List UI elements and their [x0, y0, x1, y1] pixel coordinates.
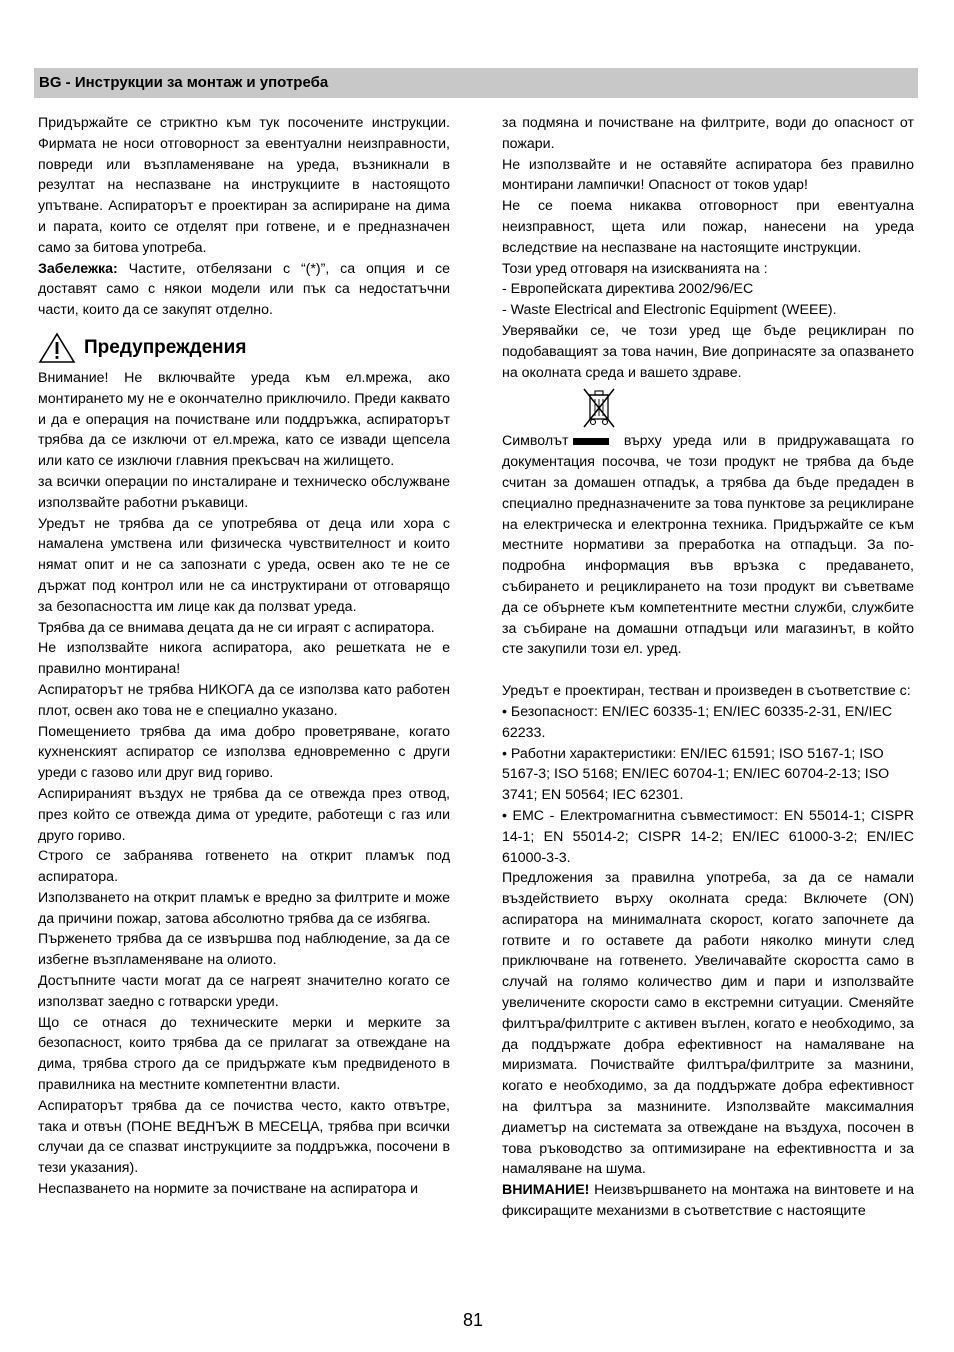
right-paragraph: Уверявайки се, че този уред ще бъде рециклиран по подобаващият за това начин, Вие допринасяте за опазването на околната среда и вашето здраве. — [502, 322, 914, 381]
left-paragraph: Неспазването на нормите за почистване на аспиратора и — [38, 1181, 419, 1198]
left-paragraph: Що се отнася до техническите мерки и мерките за безопасност, които трябва да се прилагат за отвеждане на дима, трябва строго да се придържате към предвиденото в правилника на местните компетентни власти. — [38, 1014, 450, 1094]
weee-symbol — [502, 383, 914, 431]
warning-triangle-icon — [38, 332, 76, 364]
left-paragraph: Пърженето трябва да се извършва под наблюдение, за да се избегне възпламеняване на олиото. — [38, 931, 450, 969]
left-paragraph: Помещението трябва да има добро проветряване, когато кухненският аспиратор се използва едновременно с други уреди с газово или друг вид гориво. — [38, 723, 450, 782]
black-bar-icon — [573, 438, 609, 445]
right-paragraph: Този уред отговаря на изискванията на : — [502, 260, 768, 277]
symbol-label: Символът — [502, 433, 569, 450]
section-header: BG - Инструкции за монтаж и употреба — [34, 68, 918, 98]
right-paragraph: Не се поема никаква отговорност при евентуална неизправност, щета или пожар, нанесени на уреда вследствие на неспазване на настоящите инструкции. — [502, 198, 914, 256]
right-paragraph: Не използвайте и не оставяйте аспиратора без правилно монтирани лампички! Опасност от токов удар! — [502, 156, 914, 194]
left-paragraph: Не използвайте никога аспиратора, ако решетката не е правилно монтирана! — [38, 640, 450, 678]
left-paragraph: Достъпните части могат да се нагреят значително когато се използват заедно с готварски уреди. — [38, 973, 450, 1010]
crossed-bin-icon — [580, 387, 618, 429]
left-paragraph: Аспираторът не трябва НИКОГА да се използва като работен плот, освен ако това не е специално указано. — [38, 681, 450, 719]
left-paragraph: Уредът не трябва да се употребява от деца или хора с намалена умствена или физическа чувствителност и които нямат опит и не са запознати с уреда, освен ако те не се държат под контрол или не са инструктирани от отговарящо за безопасността им лице как да ползват уреда. — [38, 515, 450, 615]
right-paragraph: • EMC - Електромагнитна съвместимост: EN 55014-1; CISPR 14-1; EN 55014-2; CISPR 14-2; EN/IEC 61000-3-2; EN/IEC 61000-3-3. — [502, 807, 914, 866]
warnings-title: Предупреждения — [84, 336, 247, 358]
symbol-paragraph — [502, 431, 914, 660]
right-paragraph: Уредът е проектиран, тестван и произведен в съответствие с: — [502, 683, 911, 700]
left-column — [38, 113, 450, 1200]
right-paragraph: • Безопасност: EN/IEC 60335-1; EN/IEC 60335-2-31, EN/IEC 62233. — [502, 703, 893, 741]
left-paragraph: Внимание! Не включвайте уреда към ел.мрежа, ако монтирането му не е окончателно приключило. Преди каквато и да е операция на почистване или поддръжка, аспираторът трябва да се изключи от ел.мрежа, като се извади щепсела или като се изключи главния прекъсвач на жилището. — [38, 369, 450, 470]
right-paragraph: - Waste Electrical and Electronic Equipment (WEEE). — [502, 302, 837, 319]
right-paragraph: - Европейската директива 2002/96/EC — [502, 281, 754, 298]
note-paragraph — [38, 259, 450, 321]
symbol-text: върху уреда или в придружаващата го документация посочва, че този продукт не трябва да бъде считан за домашен отпадък, а трябва да бъде предаден в специално предназначените за това пунктове за рециклиране на електрическа и електронна техника. Придържайте се към местните нормативи за преработка на отпадъци. За по-подробна информация във връзка с предаването, събирането и рециклирането на този продукт ви съветваме да се обърнете към компетентните местни служби, службите за събиране на домашни отпадъци или магазинът, в който сте закупили този ел. уред. — [502, 433, 914, 658]
warnings-heading — [38, 328, 450, 368]
attention-text: Неизвършването на монтажа на винтовете и на фиксиращите механизми в съответствие с настоящите — [502, 1182, 914, 1220]
right-paragraph: • Работни характеристики: EN/IEC 61591; ISO 5167-1; ISO 5167-3; ISO 5168; EN/IEC 60704-1; EN/IEC 60704-2-13; ISO 3741; EN 50564; IEC 62301. — [502, 745, 890, 804]
left-paragraph: Аспирираният въздух не трябва да се отвежда през отвод, през който се отвежда дима от уредите, работещи с газ или друго гориво. — [38, 785, 450, 844]
left-paragraph: Аспираторът трябва да се почиства често, както отвътре, така и отвън (ПОНЕ ВЕДНЪЖ В МЕСЕЦА, трябва при всички случаи да се спазват инструкциите за поддръжка, посочени в тези указания). — [38, 1097, 450, 1177]
left-paragraph: Трябва да се внимава децата да не си играят с аспиратора. — [38, 619, 435, 636]
attention-paragraph — [502, 1180, 914, 1222]
page-number: 81 — [463, 1310, 484, 1330]
right-paragraph: за подмяна и почистване на филтрите, води до опасност от пожари. — [502, 115, 914, 152]
note-label: Забележка: — [38, 260, 118, 277]
intro-paragraph: Придържайте се стриктно към тук посочените инструкции. Фирмата не носи отговорност за евентуални неизправности, повреди или възпламеняване на уреда, възникнали в резултат на неспазване на инструкциите в настоящото упътване. Аспираторът е проектиран за аспириране на дима и парата, които се отделят при готвене, и е предназначен само за битова употреба. — [38, 115, 450, 256]
left-paragraph: Използването на открит пламък е вредно за филтрите и може да причини пожар, затова абсолютно трябва да се избягва. — [38, 889, 450, 927]
left-paragraph: за всички операции по инсталиране и техническо обслужване използвайте работни ръкавици. — [38, 473, 450, 511]
right-column — [502, 113, 914, 1222]
left-paragraph: Строго се забранява готвенето на открит пламък под аспиратора. — [38, 848, 450, 886]
attention-label: ВНИМАНИЕ! — [502, 1182, 590, 1199]
note-text: Частите, отбелязани с “(*)”, са опция и се доставят само с някои модели или пък са недостатъчни части, които да се закупят отделно. — [38, 260, 450, 319]
right-paragraph: Предложения за правилна употреба, за да се намали въздействието върху околната среда: Включете (ON) аспиратора на минималната скорост, когато започнете да готвите и го оставете да работи няколко минути след приключване на готвенето. Увеличавайте скоростта само в случай на голямо количество дим и пари и използвайте увеличените скорости само в екстремни ситуации. Сменяйте филтъра/филтрите с активен въглен, когато е необходимо, за да поддържате добра ефективност на намаляване на миризмата. Почиствайте филтъра/филтрите за мазнини, когато е необходимо, за да поддържате добра ефективност на филтъра за мазнините. Използвайте максималния диаметър на системата за отвеждане на въздуха, посочен в това ръководство за оптимизиране на ефективността и за намаляване на шума. — [502, 870, 914, 1178]
